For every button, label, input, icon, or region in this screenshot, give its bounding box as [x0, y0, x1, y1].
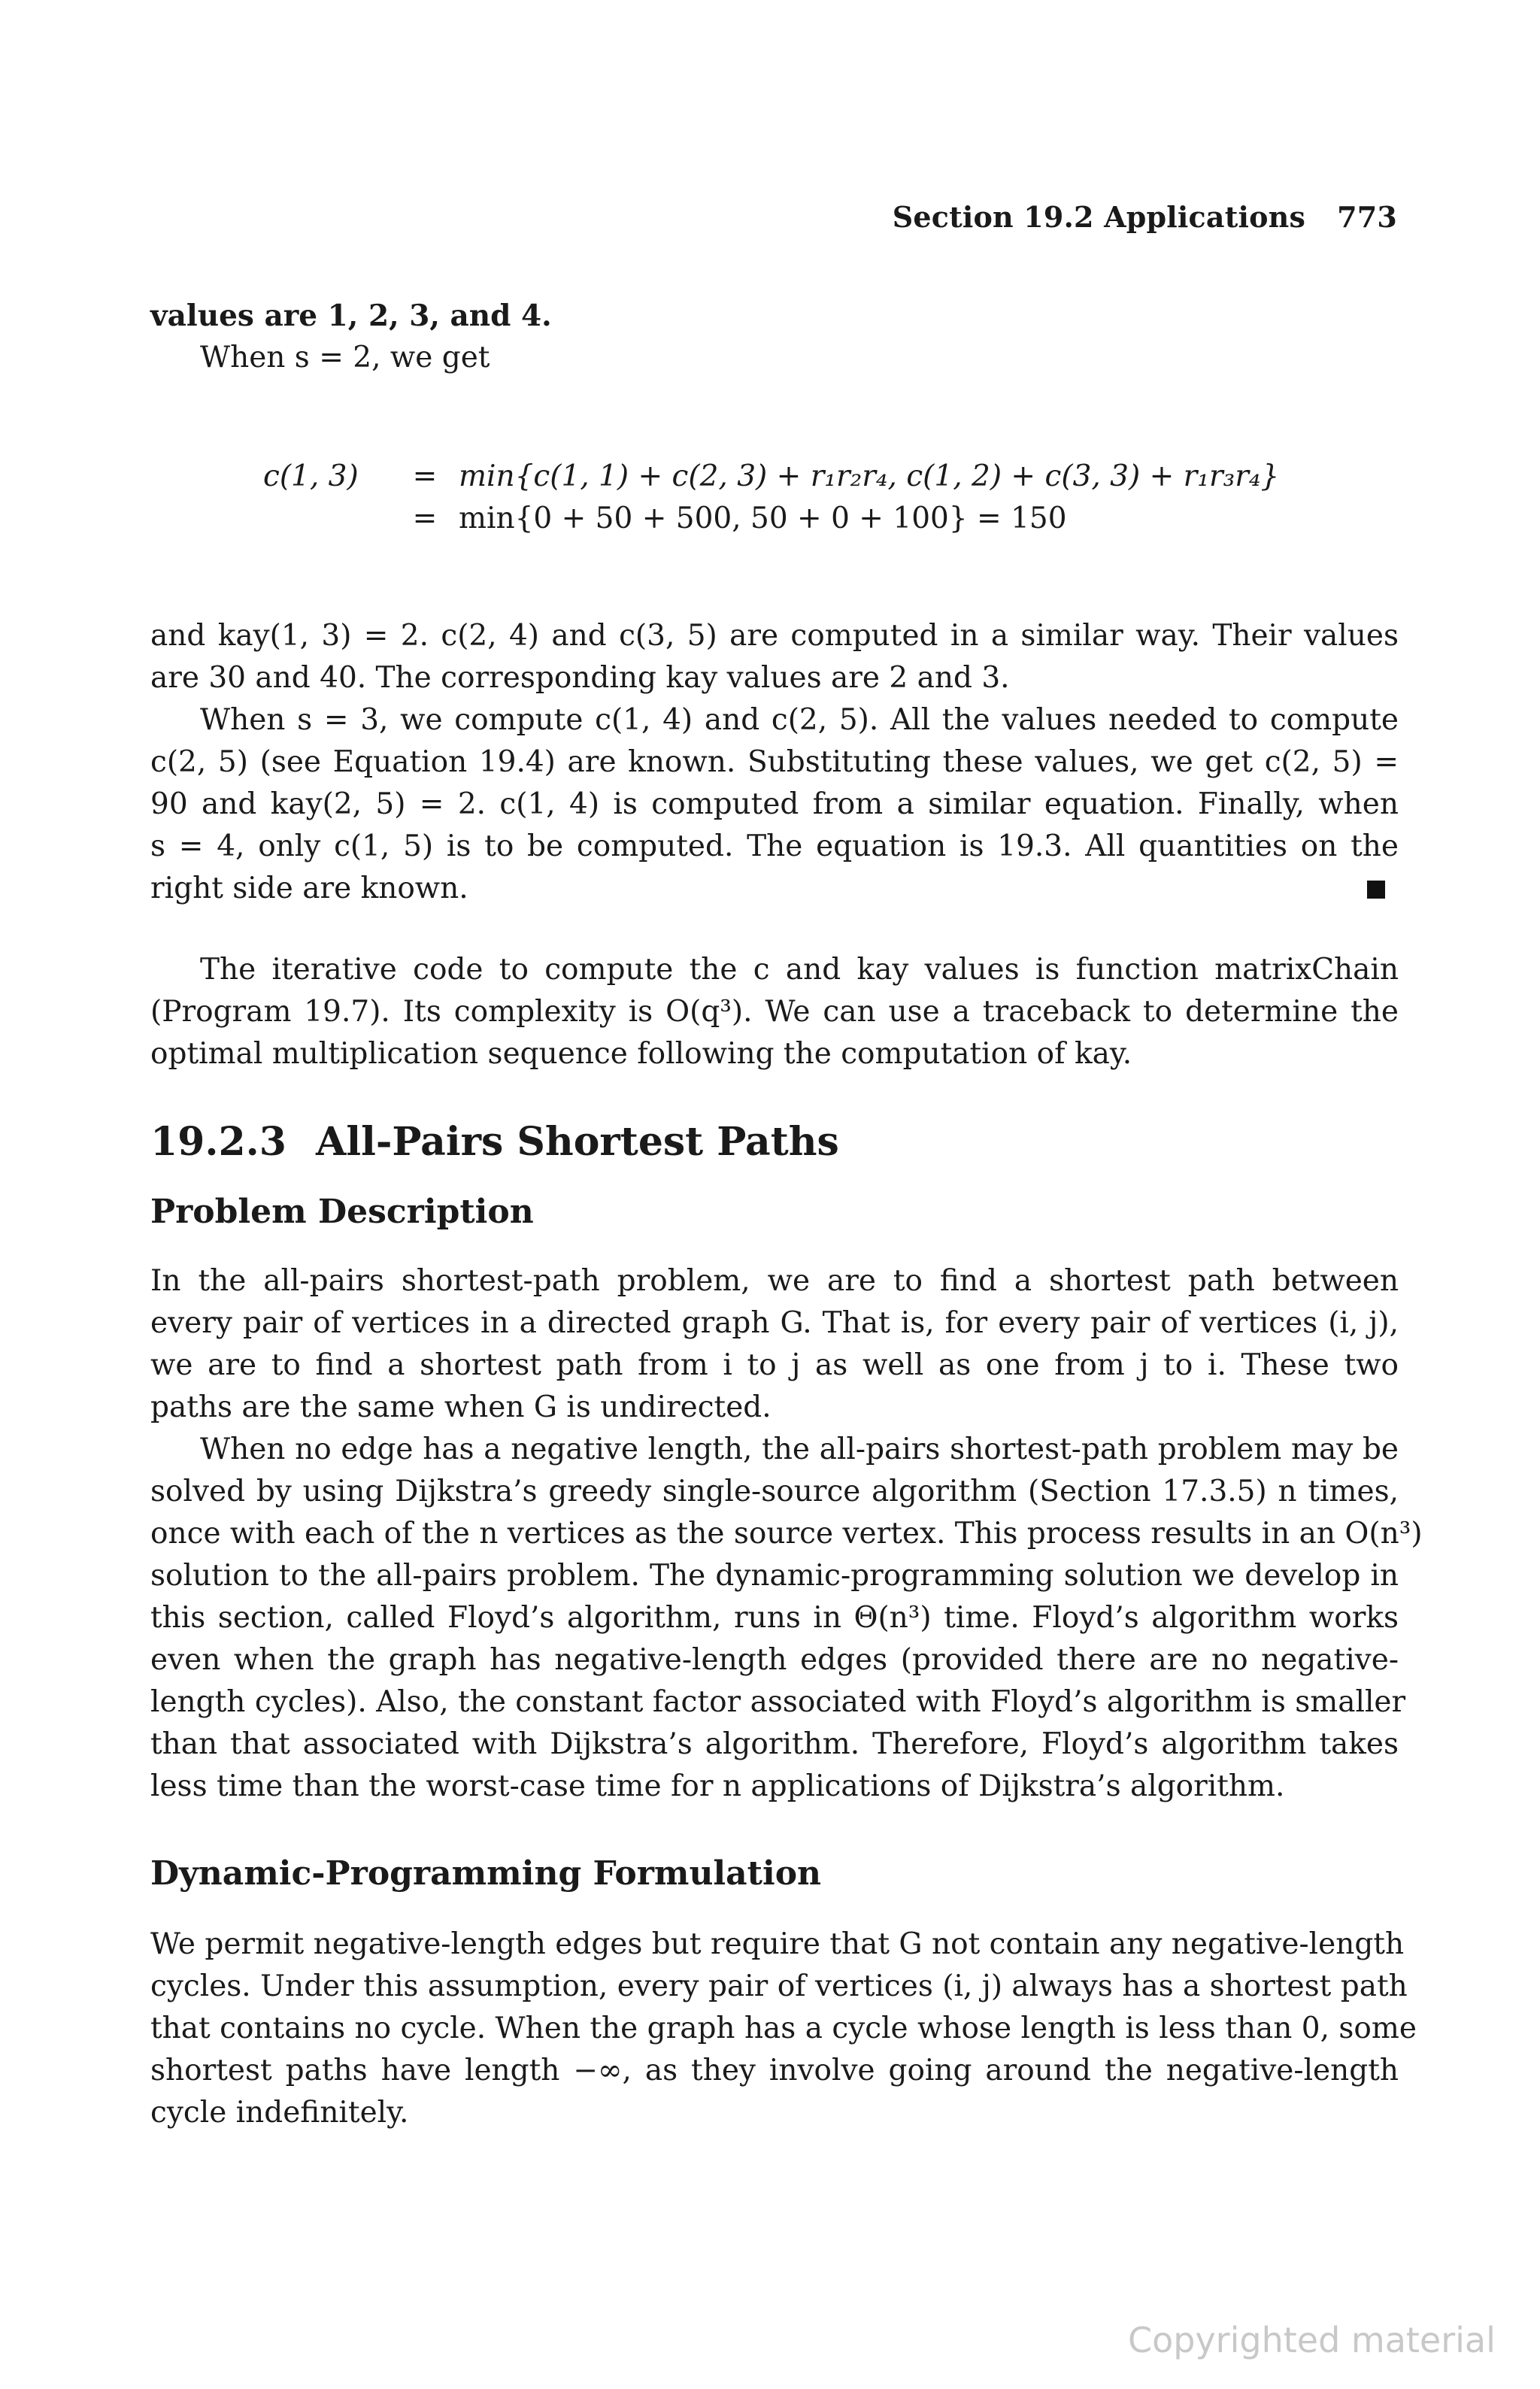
- text-line: that contains no cycle. When the graph has a cycle whose length is less than 0, some: [150, 2012, 1417, 2045]
- text-line: s = 4, only c(1, 5) is to be computed. The equation is 19.3. All quantities on the: [150, 829, 1399, 863]
- header-section-title: Section 19.2 Applications: [892, 200, 1306, 234]
- text-line: even when the graph has negative-length edges (provided there are no negative-: [150, 1643, 1399, 1677]
- text-line: When s = 2, we get: [200, 341, 490, 374]
- text-line: (Program 19.7). Its complexity is O(q³). We can use a traceback to determine the: [150, 995, 1399, 1029]
- equation-row: = min{0 + 50 + 500, 50 + 0 + 100} = 150: [412, 502, 1067, 535]
- running-header: [893, 200, 1397, 234]
- equation-row: c(1, 3) = min{c(1, 1) + c(2, 3) + r₁r₂r₄, c(1, 2) + c(3, 3) + r₁r₃r₄}: [263, 456, 1279, 498]
- text-line: we are to find a shortest path from i to j as well as one from j to i. These two: [150, 1348, 1399, 1382]
- text-line: this section, called Floyd’s algorithm, runs in Θ(n³) time. Floyd’s algorithm works: [150, 1601, 1399, 1635]
- paragraph-problem: [150, 1260, 1399, 1429]
- section-title: All-Pairs Shortest Paths: [316, 1119, 839, 1165]
- paragraph-kay: [150, 615, 1399, 699]
- text-line: We permit negative-length edges but require that G not contain any negative-length: [150, 1927, 1405, 1961]
- end-of-example-icon: [1367, 881, 1385, 899]
- equation-rhs: min{c(1, 1) + c(2, 3) + r₁r₂r₄, c(1, 2) + c(3, 3) + r₁r₃r₄}: [459, 459, 1280, 493]
- text-line: paths are the same when G is undirected.: [150, 1390, 772, 1424]
- paragraph-s3: [150, 699, 1399, 910]
- paragraph-iterative-code: [150, 949, 1399, 1075]
- page-number: 773: [1337, 200, 1397, 234]
- paragraph-values: [150, 295, 1399, 379]
- text-line: less time than the worst-case time for n applications of Dijkstra’s algorithm.: [150, 1769, 1285, 1803]
- text-line: solved by using Dijkstra’s greedy single-source algorithm (Section 17.3.5) n times,: [150, 1475, 1399, 1508]
- text-line: than that associated with Dijkstra’s algorithm. Therefore, Floyd’s algorithm takes: [150, 1727, 1399, 1761]
- text-line: 90 and kay(2, 5) = 2. c(1, 4) is computed from a similar equation. Finally, when: [150, 787, 1399, 821]
- text-line: c(2, 5) (see Equation 19.4) are known. Substituting these values, we get c(2, 5) =: [150, 745, 1399, 779]
- equation-lhs: c(1, 3): [263, 459, 359, 493]
- text-line: values are 1, 2, 3, and 4.: [150, 299, 552, 333]
- text-line: length cycles). Also, the constant factor associated with Floyd’s algorithm is smaller: [150, 1685, 1406, 1719]
- text-line: When no edge has a negative length, the all-pairs shortest-path problem may be: [200, 1432, 1399, 1466]
- section-number: 19.2.3: [150, 1119, 286, 1165]
- subsection-heading: Problem Description: [150, 1193, 534, 1231]
- text-line: every pair of vertices in a directed graph G. That is, for every pair of vertices (i, j),: [150, 1306, 1399, 1340]
- text-line: cycles. Under this assumption, every pair of vertices (i, j) always has a shortest path: [150, 1969, 1408, 2003]
- text-line: In the all-pairs shortest-path problem, we are to find a shortest path between: [150, 1264, 1399, 1298]
- paragraph-formulation: [150, 1924, 1417, 2134]
- text-line: The iterative code to compute the c and kay values is function matrixChain: [200, 953, 1399, 987]
- text-line: once with each of the n vertices as the source vertex. This process results in an O(n³): [150, 1517, 1423, 1551]
- text-line: solution to the all-pairs problem. The dynamic-programming solution we develop in: [150, 1559, 1399, 1593]
- text-line: cycle indefinitely.: [150, 2096, 409, 2130]
- text-line: and kay(1, 3) = 2. c(2, 4) and c(3, 5) are computed in a similar way. Their values: [150, 619, 1399, 653]
- equation-rhs: min{0 + 50 + 500, 50 + 0 + 100} = 150: [459, 502, 1067, 535]
- subsection-heading: Dynamic-Programming Formulation: [150, 1854, 822, 1893]
- copyright-watermark: Copyrighted material: [1128, 2320, 1496, 2360]
- section-heading: [150, 1119, 839, 1165]
- text-line: right side are known.: [150, 872, 468, 905]
- text-line: are 30 and 40. The corresponding kay values are 2 and 3.: [150, 661, 1010, 695]
- equation-c13: [263, 456, 1279, 540]
- paragraph-dijkstra: [150, 1429, 1423, 1808]
- text-line: When s = 3, we compute c(1, 4) and c(2, 5). All the values needed to compute: [200, 703, 1399, 737]
- text-line: shortest paths have length −∞, as they involve going around the negative-length: [150, 2054, 1399, 2087]
- text-line: optimal multiplication sequence following the computation of kay.: [150, 1037, 1132, 1071]
